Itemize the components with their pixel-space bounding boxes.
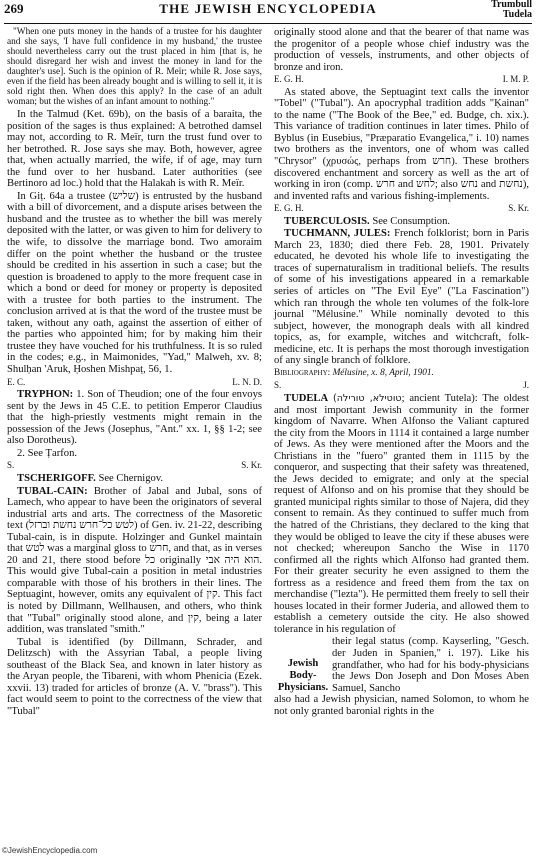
sig-left: E. G. H. bbox=[274, 74, 304, 85]
side-text: their legal status (comp. Kayserling, "Gesch. der Juden in Spanien," i. 197). Like his grandfather, who had for his body-physicians the Jews Don Joseph and Don Moses Aben Samuel, Sancho bbox=[332, 636, 529, 694]
bibliography-text: Mélusine, x. 8, April, 1901. bbox=[332, 367, 434, 378]
tudela-headword: TUDELA bbox=[284, 392, 329, 404]
tuchmann-text: French folklorist; born in Paris March 23, 1830; died there Feb. 28, 1901. Privately educated, he devoted his whole life to investigating the traces of supernaturalism in traditional beliefs. The results of some of his investigations appeared in a remarkable series of articles on "The Evil Eye" ("La Fascination") which ran through the whole ten volumes of the folk-lore journal "Mélusine." While nominally devoted to this subject, however, the monograph deals with all kindred topics, as, for example, witches and witchcraft, folk-medicine, etc. It is perhaps the most thorough investigation of any single branch of folklore. bbox=[274, 228, 529, 367]
page-number: 269 bbox=[4, 1, 24, 16]
sig-left: S. bbox=[274, 380, 282, 391]
signature-tuchmann bbox=[274, 380, 529, 392]
sig-left: S. bbox=[7, 460, 15, 471]
tscherigoff-text: See Chernigov. bbox=[98, 472, 164, 484]
tudela-entry bbox=[274, 393, 529, 635]
bibliography-label: Bibliography: bbox=[274, 367, 331, 378]
copyright-footer: ©JewishEncyclopedia.com bbox=[2, 846, 98, 855]
sig-right: S. Kr. bbox=[508, 203, 529, 214]
header-rule bbox=[4, 23, 532, 24]
page-header bbox=[4, 0, 532, 24]
tscherigoff-entry bbox=[7, 473, 262, 485]
tscherigoff-headword: TSCHERIGOFF. bbox=[17, 472, 96, 484]
sig-right: J. bbox=[523, 380, 529, 391]
range-bottom: Tudela bbox=[502, 9, 532, 20]
tudela-tail: also had a Jewish physician, named Solomon, to whom he not only granted baronial rights in the bbox=[274, 694, 529, 717]
talmud-paragraph: In the Talmud (Ket. 69b), on the basis of a baraita, the position of the sages is thus explained: A betrothed damsel may not, according to R. Meïr, turn the trust fund over to her betrothed. R. Jose says she may. Both, however, agree that, when actually married, the wife, if of age, may turn the fund over to her husband. Later authorities (see Bertinoro ad loc.) hold that the Halakah is with R. Meïr. bbox=[7, 109, 262, 190]
range-top: Trumbull bbox=[491, 0, 532, 10]
side-heading-block bbox=[274, 636, 529, 694]
right-column bbox=[274, 27, 529, 718]
journal-title: THE JEWISH ENCYCLOPEDIA bbox=[159, 1, 377, 16]
tuberculosis-headword: TUBERCULOSIS. bbox=[284, 215, 370, 227]
sig-left: E. C. bbox=[7, 376, 26, 387]
left-column bbox=[7, 27, 262, 718]
bibliography bbox=[274, 368, 529, 380]
signature-tryphon bbox=[7, 460, 262, 472]
sig-right: S. Kr. bbox=[241, 460, 262, 471]
tudela-hebrew: (טוטילא, טורילה bbox=[333, 392, 402, 404]
tuberculosis-entry bbox=[274, 216, 529, 228]
tubal-paragraph-2: Tubal is identified (by Dillmann, Schrader, and Delitzsch) with the Assyrian Tabal, a people living southeast of the Black Sea, and known in later history as the Aryan people, the Tibareni, with whom Phenicia (Ezek. xxvii. 13) traded for articles of bronze (A. V. "brass"). This fact would seem to point to the correctness of the view that "Tubal" bbox=[7, 636, 262, 717]
tudela-text: The oldest and most important Jewish community in the former kingdom of Navarre. When Alfonso the Valiant captured the city from the Moors in 1114 it contained a large number of Jews. As they were mentioned after the Moors and the Christians in the "fuero" granted them in 1115 by the conqueror, and suspecting that their safety was threatened, the Jews decided to emigrate; and only at the special request of Alfonso and on his promise that they should be granted municipal rights similar to those of Najera, did they consent to remain. As they continued to suffer much from the hatred of the Christians, they declared to the king that they would be obliged to leave the city if these abuses were not checked; whereupon Sancho the Wise in 1170 confirmed all the rights which Alfonso had granted them. For their greater security he even assigned to them the fortress as a residence and freed them from the tax on merchandise ("lezta"). He permitted them freely to sell their houses located in their former Juderia, and allowed them to establish a cemetery outside the city. He also showed tolerance in his regulation of bbox=[274, 392, 529, 635]
tubal-entry bbox=[7, 486, 262, 636]
tuberculosis-text: See Consumption. bbox=[372, 215, 451, 227]
entry-range bbox=[491, 0, 532, 20]
sig-right: I. M. P. bbox=[502, 74, 529, 85]
septuagint-paragraph: As stated above, the Septuagint text calls the inventor "Tobel" ("Tubal"). An apocryphal tradition adds "Ḳainan" to the name ("The Book of the Bee," ed. Budge, ch. xix.). This variance of tradition continues in later times. Philo of Byblus (in Eusebius, "Præparatio Evangelica," i. 10) names two brothers as the inventors, one of whom was called "Chrysor" (χρυσώς, perhaps from חרש). These brothers discovered enchantment and sorcery as well as the art of working in iron (comp. חרש and לחש; also נחש and נחשת), and invented rafts and various fishing-implements. bbox=[274, 86, 530, 202]
tryphon-2: 2. See Ṭarfon. bbox=[17, 447, 78, 459]
signature-tubal-1 bbox=[274, 74, 529, 86]
tuchmann-entry bbox=[274, 228, 529, 367]
tryphon-headword: TRYPHON: bbox=[17, 389, 74, 401]
side-heading: Jewish Body-Physicians. bbox=[277, 658, 329, 693]
signature-trustee bbox=[7, 377, 262, 389]
tudela-ancient: ; ancient Tutela): bbox=[401, 392, 478, 404]
signature-tubal-2 bbox=[274, 203, 529, 215]
tuchmann-headword: TUCHMANN, JULES: bbox=[284, 228, 391, 240]
sig-left: E. G. H. bbox=[274, 203, 304, 214]
trustee-quote: "When one puts money in the hands of a trustee for his daughter and she says, 'I have full confidence in my husband,' the trustee should nevertheless carry out the trust placed in him [that is, he should disregard her wish and invest the money in land for the daughter's use]. Such is the opinion of R. Meïr; while R. Jose says, even if the field has been already bought and is willing to sell it, it is sold right then. When does this apply? In the case of an adult woman; but the wishes of an infant amount to nothing." bbox=[7, 27, 262, 107]
sig-right: L. N. D. bbox=[232, 376, 262, 387]
tubal-continuation: originally stood alone and that the bearer of that name was the progenitor of a people whose chief industry was the production of vessels, instruments, and other objects of bronze and iron. bbox=[274, 27, 529, 73]
tubal-text: Brother of Jabal and Jubal, sons of Lamech, who appear to have been the originators of several industrial arts and arts. The correctness of the Masoretic text (לטש כל־חרש נחשת וברזל) of Gen. iv. 21-22, describing Tubal-cain, is in dispute. Holzinger and Gunkel maintain that לטש was a marginal gloss to חרש, and that, as in verses 20 and 21, there stood before כל originally הוא היה אבי. This would give Tubal-cain a position in metal industries comparable with those of his brothers in their lines. The Septuagint, however, omits any equivalent of קין. This fact is noted by Dillmann, Wellhausen, and others, who think that "Tubal" originally stood alone, and קין, being a later addition, was translated "smith." bbox=[7, 485, 263, 636]
tryphon-text: 1. Son of Theudion; one of the four envoys sent by the Jews in 45 C.E. to petition Emperor Claudius that the high-priestly vestments might remain in the possession of the Jews (Josephus, "Ant." xx. 1, §§ 1-2; see also Dorotheus). bbox=[7, 389, 262, 447]
gittin-paragraph: In Giṭ. 64a a trustee (שליש) is entrusted by the husband with a bill of divorcement, and a dispute arises between the husband and the trustee as to whether the bill was merely deposited with the latter, or was given to him for delivery to the wife, to dissolve the marriage bond. Two amoraim differ on the point whether the husband or the trustee should be credited in his assertion in such a case; but the question is broadened to apply to the more frequent case in which a bond or deed for money or property is deposited with a trustee for both parties to the instrument. The conclusion arrived at is that the word of the trustee must be taken, without any oath, against the assertion of either of the parties who appointed him; for by making him their trustee they have vouched for his truthfulness. It is so ruled in the codes; e.g., in Maimonides, "Yad," Malweh, xv. 8; Shulḥan 'Aruk, Ḥoshen Mishpaṭ, 56, 1. bbox=[7, 190, 262, 376]
tryphon-entry bbox=[7, 389, 262, 447]
tubal-headword: TUBAL-CAIN: bbox=[17, 485, 88, 497]
